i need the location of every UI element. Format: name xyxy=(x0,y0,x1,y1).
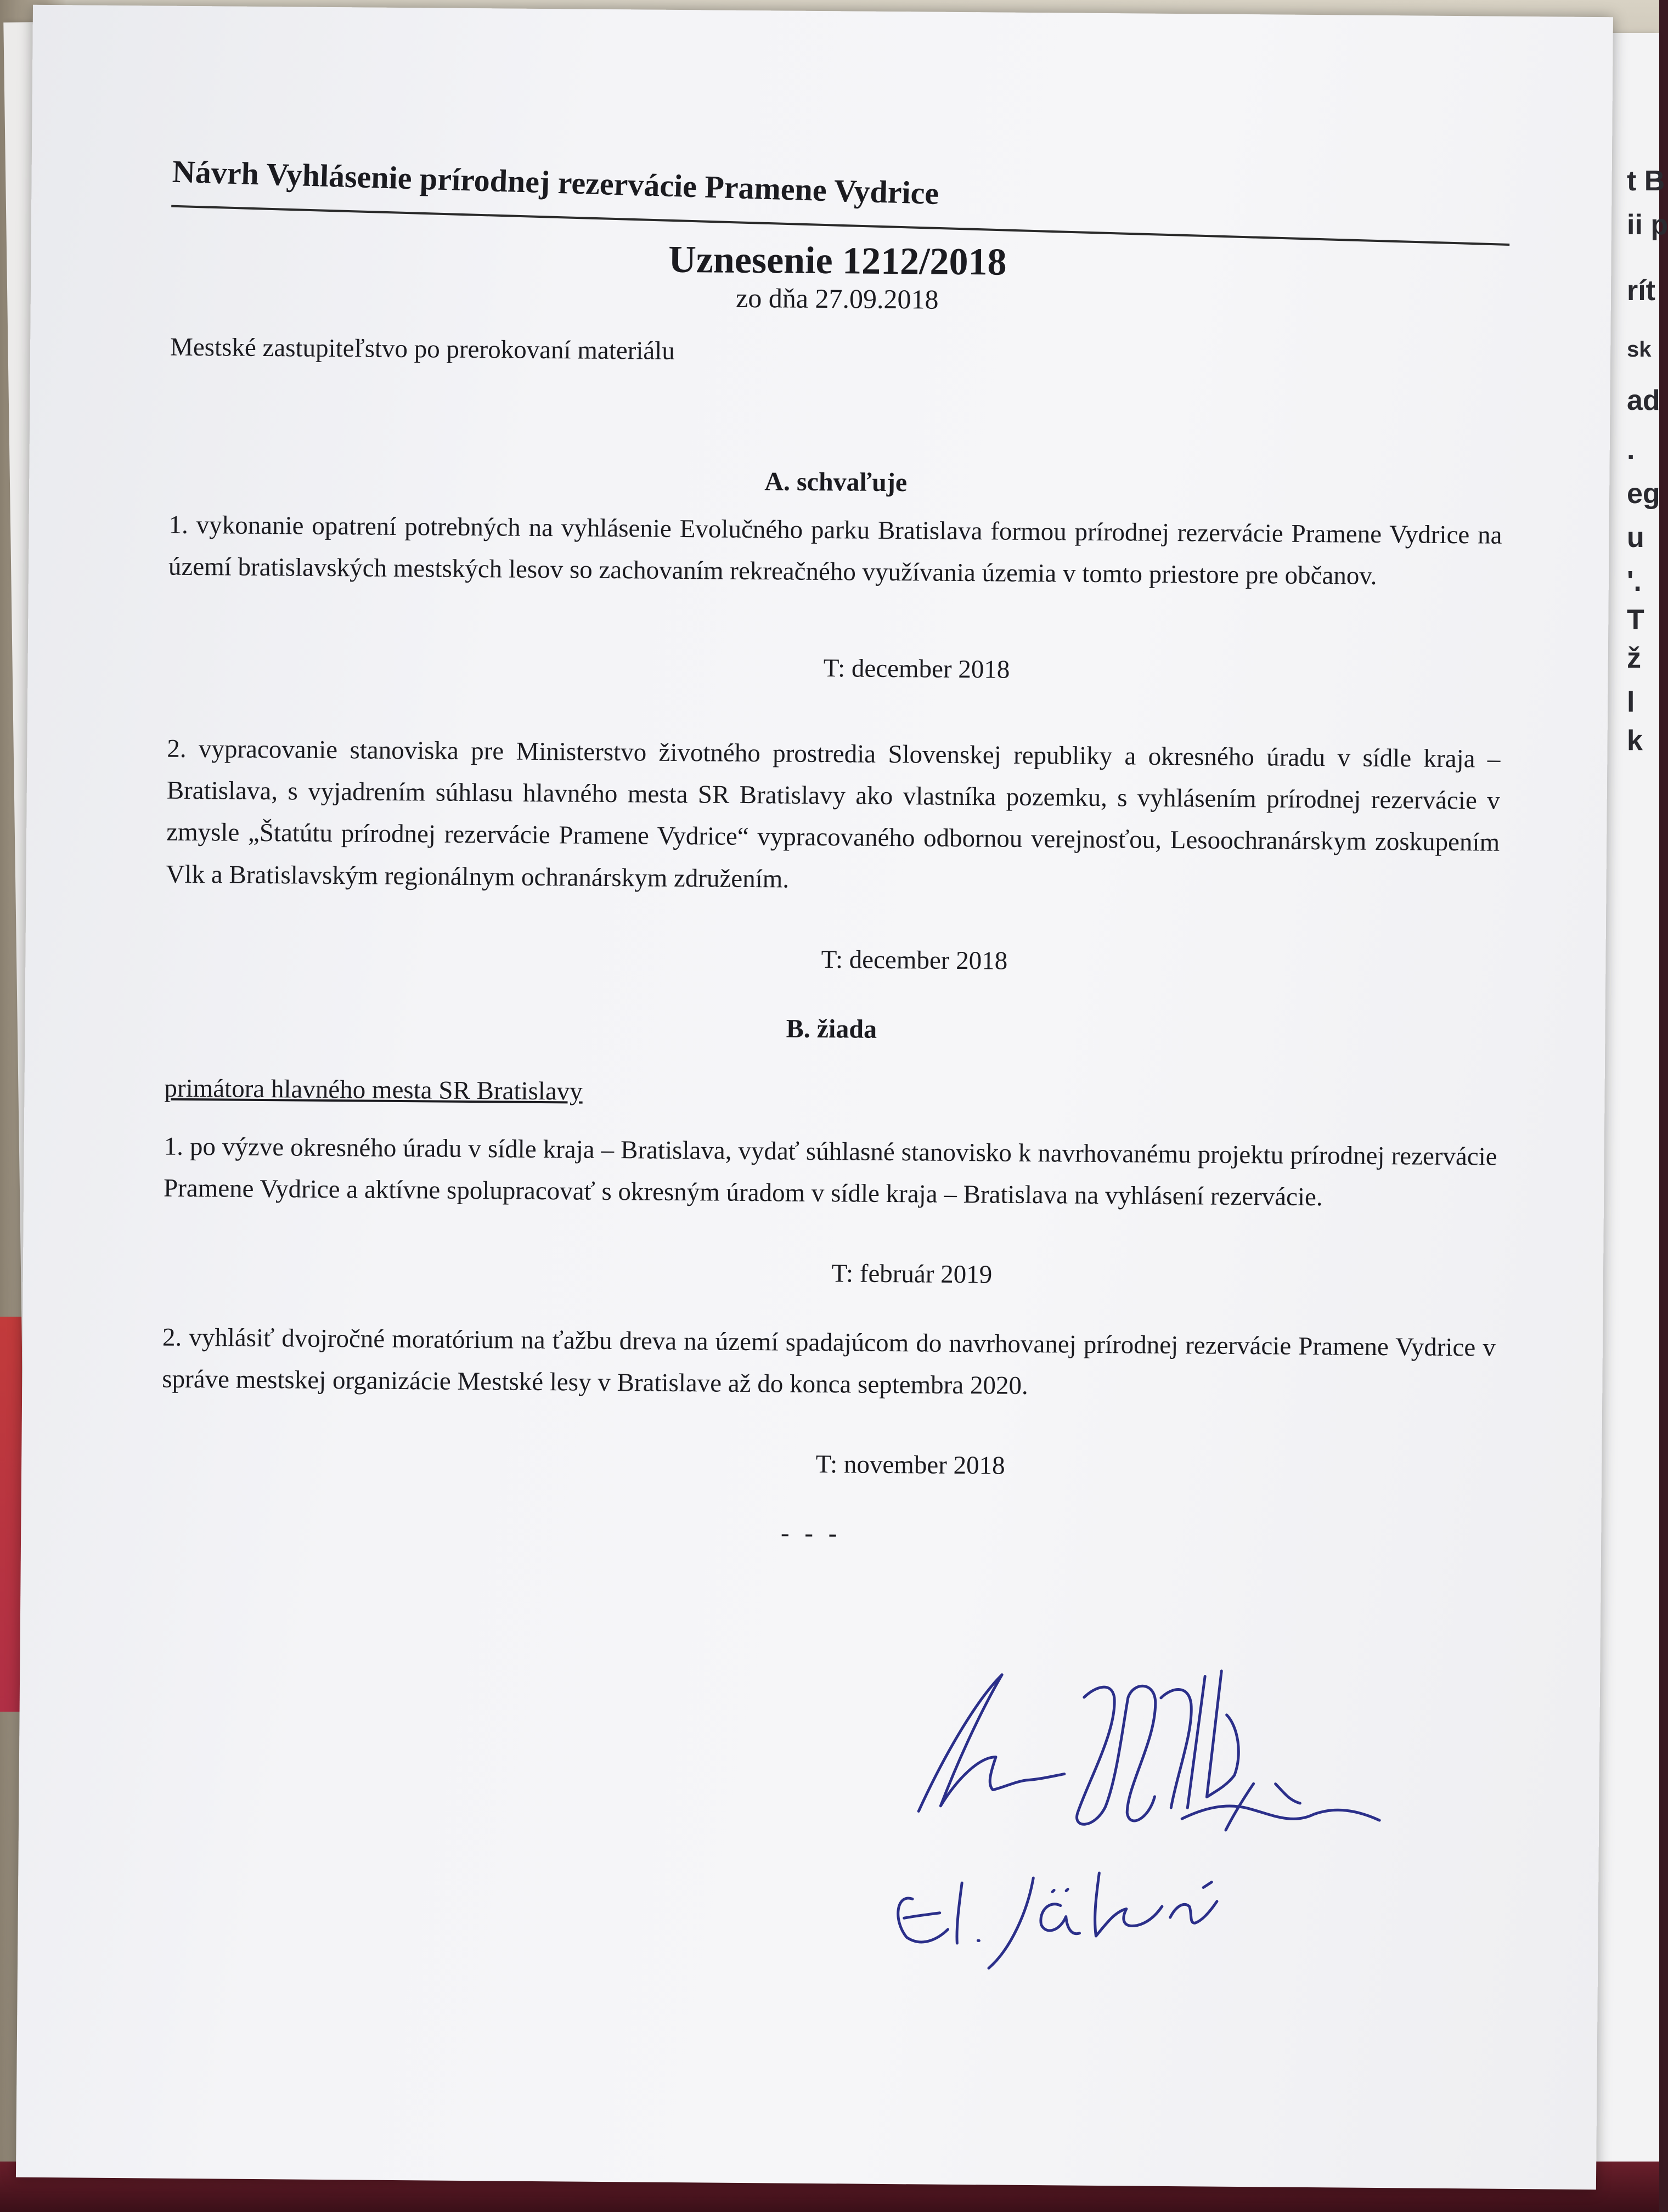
right-paper-fragment: ad xyxy=(1627,385,1660,416)
handwritten-signatures xyxy=(895,1663,1529,1975)
right-paper-fragment: rít xyxy=(1627,275,1655,307)
right-paper-fragment: t B xyxy=(1627,165,1665,197)
section-b-item-2: 2. vyhlásiť dvojročné moratórium na ťažbu dreva na území spadajúcom do navrhovanej prírodnej rezervácie Pramene Vydrice v správe mestskej organizácie Mestské lesy v Bratislave až do konca septembra 2020. xyxy=(162,1323,1496,1401)
right-paper-fragment: ž xyxy=(1627,642,1641,674)
signature-stroke xyxy=(1182,1805,1379,1820)
right-paper-fragment: ii p xyxy=(1627,209,1668,241)
document-content xyxy=(161,146,1505,1560)
signature-stroke xyxy=(1041,1889,1080,1934)
signature-stroke xyxy=(918,1674,1065,1812)
section-a-item-1: 1. vykonanie opatrení potrebných na vyhlásenie Evolučného parku Bratislava formou prírodnej rezervácie Pramene Vydrice na území bratislavských mestských lesov so zachovaním rekreačného využívania územia v tomto priestore pre občanov. xyxy=(168,510,1502,590)
signature-stroke xyxy=(989,1877,1033,1968)
section-b-item-1-deadline: T: február 2019 xyxy=(831,1259,993,1289)
section-a-title: A. schvaľuje xyxy=(764,467,908,498)
right-paper-fragment: eg xyxy=(1627,478,1660,510)
section-a-item-2-deadline: T: december 2018 xyxy=(821,945,1008,975)
resolution-title: Uznesenie 1212/2018 xyxy=(668,238,1007,284)
red-folder-edge xyxy=(0,1317,22,1712)
right-paper-fragment: . xyxy=(1627,434,1635,466)
signature-stroke xyxy=(1095,1873,1162,1937)
section-b-item-1: 1. po výzve okresného úradu v sídle kraja – Bratislava, vydať súhlasné stanovisko k navrhovanému projektu prírodnej rezervácie Pramene Vydrice a aktívne spolupracovať s okresným úradom v sídle kraja – Bratislava na vyhlásení rezervácie. xyxy=(163,1132,1497,1212)
section-b-item-2-deadline: T: november 2018 xyxy=(815,1450,1005,1481)
right-paper-fragment: T xyxy=(1627,604,1644,636)
signature-stroke xyxy=(1077,1685,1156,1825)
signature-stroke xyxy=(1170,1882,1218,1923)
end-marker: - - - xyxy=(780,1519,842,1548)
section-b-title: B. žiada xyxy=(786,1014,877,1044)
intro-text: Mestské zastupiteľstvo po prerokovaní materiálu xyxy=(170,332,675,365)
right-paper-fragment: '. xyxy=(1627,566,1642,597)
right-paper-fragment: k xyxy=(1627,725,1643,757)
right-paper-fragment: l xyxy=(1627,686,1635,718)
signature-stroke xyxy=(898,1882,962,1943)
section-a-item-2: 2. vypracovanie stanoviska pre Ministerstvo životného prostredia Slovenskej republiky a okresného úradu v sídle kraja – Bratislava, s vyjadrením súhlasu hlavného mesta SR Bratislavy ako vlastníka pozemku, s vyhlásením prírodnej rezervácie v zmysle „Štatútu prírodnej rezervácie Pramene Vydrice“ vypracovaného odbornou verejnosťou, Lesoochranárskym zoskupením Vlk a Bratislavským regionálnym ochranárskym združením. xyxy=(166,734,1501,894)
document-sheet xyxy=(16,5,1613,2190)
right-paper-fragment: sk xyxy=(1627,337,1652,362)
document-header: Návrh Vyhlásenie prírodnej rezervácie Pramene Vydrice xyxy=(171,146,1511,246)
signature-stroke xyxy=(1160,1671,1239,1808)
section-b-addressee: primátora hlavného mesta SR Bratislavy xyxy=(164,1074,583,1106)
resolution-date: zo dňa 27.09.2018 xyxy=(735,282,939,315)
right-paper-fragment: u xyxy=(1627,522,1644,554)
section-a-item-1-deadline: T: december 2018 xyxy=(823,654,1010,684)
